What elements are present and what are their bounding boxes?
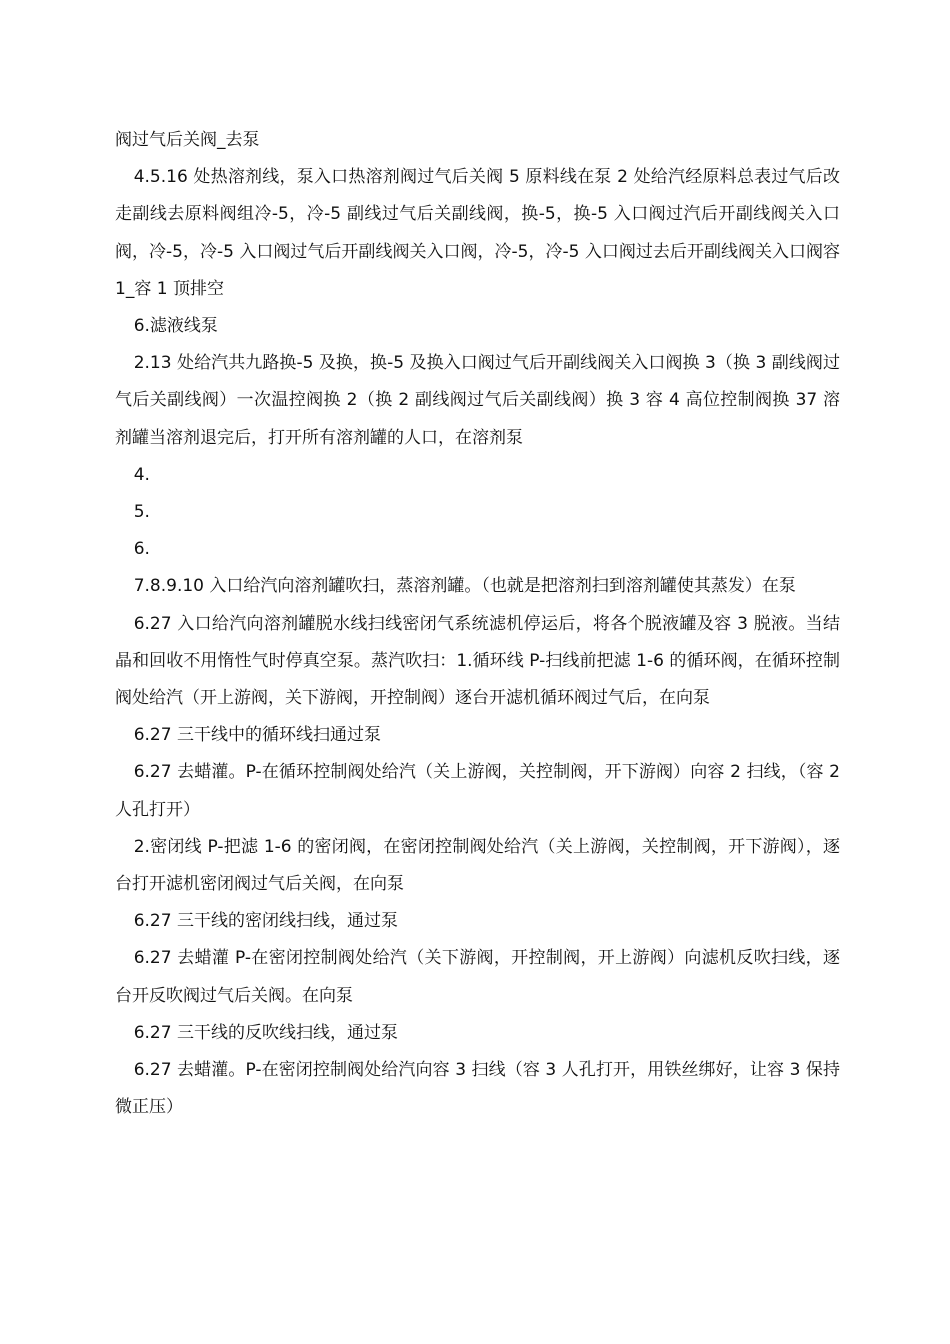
paragraph-11: 6.27 去蜡灌。P-在循环控制阀处给汽（关上游阀，关控制阀，开下游阀）向容 2 扫线，（容 2 人孔打开） [115, 762, 840, 820]
paragraph-12: 2.密闭线 P-把滤 1-6 的密闭阀，在密闭控制阀处给汽（关上游阀，关控制阀，开下游阀），逐台打开滤机密闭阀过气后关阀，在向泵 [115, 836, 840, 895]
paragraph-6: 5. [133, 502, 150, 523]
paragraph-15: 6.27 三干线的反吹线扫线，通过泵 [133, 1022, 398, 1043]
paragraph-3: 6.滤液线泵 [133, 316, 218, 337]
paragraph-16: 6.27 去蜡灌。P-在密闭控制阀处给汽向容 3 扫线（容 3 人孔打开，用铁丝绑好，让容 3 保持微正压） [115, 1060, 840, 1118]
paragraph-7: 6. [133, 539, 150, 560]
document-body [115, 122, 840, 1126]
paragraph-8: 7.8.9.10 入口给汽向溶剂罐吹扫，蒸溶剂罐。（也就是把溶剂扫到溶剂罐使其蒸发）在泵 [133, 576, 796, 597]
paragraph-4: 2.13 处给汽共九路换-5 及换，换-5 及换入口阀过气后开副线阀关入口阀换 3（换 3 副线阀过气后关副线阀）一次温控阀换 2（换 2 副线阀过气后关副线阀）换 3 容 4 高位控制阀换 37 溶剂罐当溶剂退完后，打开所有溶剂罐的人口，在溶剂泵 [115, 353, 840, 448]
paragraph-5: 4. [133, 464, 150, 485]
paragraph-14: 6.27 去蜡灌 P-在密闭控制阀处给汽（关下游阀，开控制阀，开上游阀）向滤机反吹扫线，逐台开反吹阀过气后关阀。在向泵 [115, 948, 840, 1006]
paragraph-9: 6.27 入口给汽向溶剂罐脱水线扫线密闭气系统滤机停运后，将各个脱液罐及容 3 脱液。当结晶和回收不用惰性气时停真空泵。蒸汽吹扫：1.循环线 P-扫线前把滤 1-6 的循环阀，在循环控制阀处给汽（开上游阀，关下游阀，开控制阀）逐台开滤机循环阀过气后，在向泵 [115, 613, 840, 709]
paragraph-2: 4.5.16 处热溶剂线，泵入口热溶剂阀过气后关阀 5 原料线在泵 2 处给汽经原料总表过气后改走副线去原料阀组冷-5，冷-5 副线过气后关副线阀，换-5，换-5 入口阀过汽后开副线阀关入口阀，冷-5，冷-5 入口阀过气后开副线阀关入口阀，冷-5，冷-5 入口阀过去后开副线阀关入口阀容 1_容 1 顶排空 [115, 167, 840, 299]
paragraph-1: 阀过气后关阀_去泵 [115, 130, 260, 150]
paragraph-13: 6.27 三干线的密闭线扫线，通过泵 [133, 911, 398, 932]
paragraph-10: 6.27 三干线中的循环线扫通过泵 [133, 725, 381, 746]
